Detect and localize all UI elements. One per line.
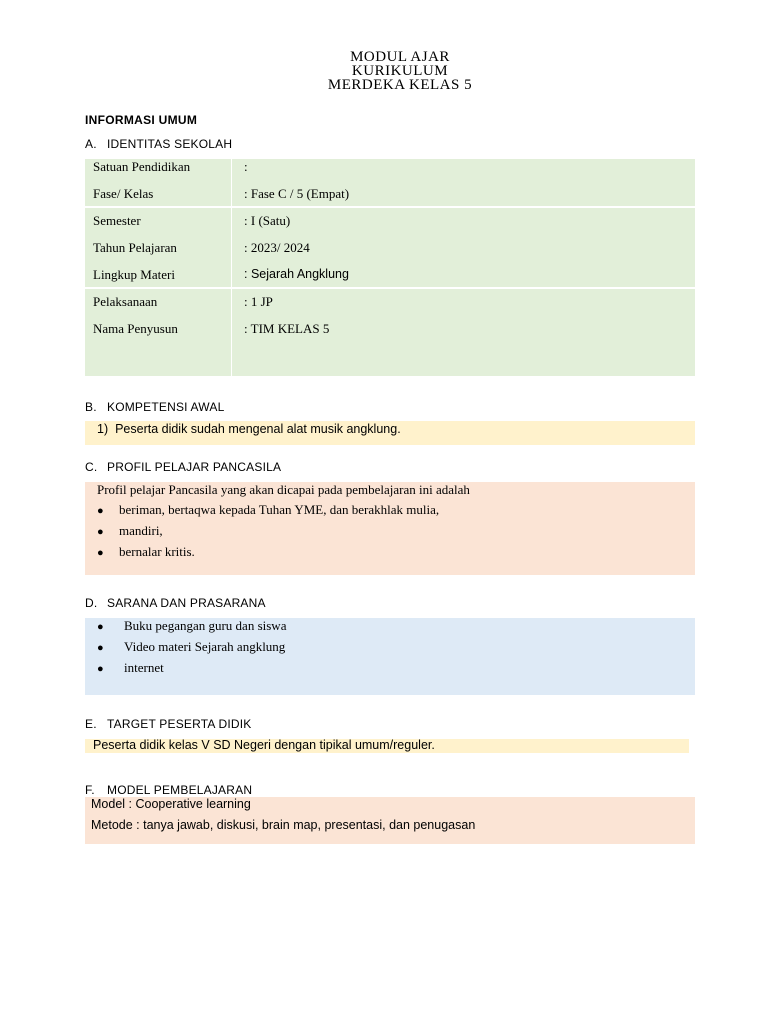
- table-value: : TIM KELAS 5: [244, 321, 330, 336]
- title-line-1: MODUL AJAR: [350, 49, 450, 65]
- title-line-2: KURIKULUM: [351, 63, 449, 79]
- model-box: [85, 797, 695, 844]
- list-item: [97, 544, 195, 560]
- table-value: : 2023/ 2024: [244, 240, 310, 255]
- kompetensi-text: Peserta didik sudah mengenal alat musik angklung.: [115, 422, 401, 436]
- table-row-separator: [85, 206, 695, 208]
- profil-intro: Profil pelajar Pancasila yang akan dicapai pada pembelajaran ini adalah: [97, 482, 470, 497]
- table-label: Nama Penyusun: [93, 321, 178, 336]
- section-b-title: KOMPETENSI AWAL: [107, 400, 225, 414]
- table-value: : 1 JP: [244, 294, 273, 309]
- bullet-icon: ●: [97, 642, 104, 654]
- section-e-letter: E.: [85, 717, 97, 731]
- table-label: Tahun Pelajaran: [93, 240, 177, 255]
- bullet-icon: ●: [97, 505, 104, 517]
- section-b-heading: [85, 400, 224, 414]
- list-item-text: internet: [124, 660, 164, 675]
- list-item-text: bernalar kritis.: [119, 544, 195, 559]
- main-heading: INFORMASI UMUM: [85, 113, 198, 127]
- section-a-title: IDENTITAS SEKOLAH: [107, 137, 233, 151]
- target-box: [85, 739, 689, 753]
- table-value: : Sejarah Angklung: [244, 267, 349, 281]
- section-e-heading: [85, 717, 251, 731]
- bullet-icon: ●: [97, 621, 104, 633]
- section-c-heading: [85, 460, 281, 474]
- profil-box: [85, 482, 695, 575]
- kompetensi-item: [97, 422, 401, 436]
- target-text: Peserta didik kelas V SD Negeri dengan tipikal umum/reguler.: [93, 738, 435, 752]
- section-d-title: SARANA DAN PRASARANA: [107, 596, 266, 610]
- table-label: Satuan Pendidikan: [93, 159, 191, 174]
- table-value: : I (Satu): [244, 213, 291, 228]
- list-item: [97, 660, 164, 676]
- metode-text: Metode : tanya jawab, diskusi, brain map, presentasi, dan penugasan: [91, 818, 476, 832]
- section-d-heading: [85, 596, 266, 610]
- section-e-title: TARGET PESERTA DIDIK: [107, 717, 252, 731]
- list-item: [97, 639, 285, 655]
- section-c-letter: C.: [85, 460, 98, 474]
- model-text: Model : Cooperative learning: [91, 797, 251, 811]
- section-a-heading: [85, 137, 232, 151]
- list-item-text: Video materi Sejarah angklung: [124, 639, 286, 654]
- section-f-heading: [85, 783, 252, 797]
- table-label: Semester: [93, 213, 141, 228]
- kompetensi-box: [85, 421, 695, 445]
- table-divider: [231, 159, 232, 376]
- sarana-box: [85, 618, 695, 695]
- list-item-text: Buku pegangan guru dan siswa: [124, 618, 287, 633]
- table-label: Fase/ Kelas: [93, 186, 154, 201]
- section-c-title: PROFIL PELAJAR PANCASILA: [107, 460, 282, 474]
- identity-table: [85, 159, 695, 376]
- list-item-text: mandiri,: [119, 523, 163, 538]
- list-item-text: beriman, bertaqwa kepada Tuhan YME, dan berakhlak mulia,: [119, 502, 440, 517]
- title-line-3: MERDEKA KELAS 5: [327, 77, 473, 93]
- bullet-icon: ●: [97, 547, 104, 559]
- list-item: [97, 502, 439, 518]
- list-item: [97, 618, 286, 634]
- table-row-separator: [85, 287, 695, 289]
- document-title: [0, 50, 768, 92]
- table-label: Pelaksanaan: [93, 294, 158, 309]
- table-value: : Fase C / 5 (Empat): [244, 186, 350, 201]
- bullet-icon: ●: [97, 526, 104, 538]
- table-label: Lingkup Materi: [93, 267, 175, 282]
- bullet-icon: ●: [97, 663, 104, 675]
- section-b-letter: B.: [85, 400, 97, 414]
- section-d-letter: D.: [85, 596, 98, 610]
- kompetensi-number: 1): [97, 422, 109, 436]
- section-f-title: MODEL PEMBELAJARAN: [107, 783, 253, 797]
- section-f-letter: F.: [85, 783, 95, 797]
- table-value: :: [244, 159, 248, 174]
- list-item: [97, 523, 163, 539]
- section-a-letter: A.: [85, 137, 97, 151]
